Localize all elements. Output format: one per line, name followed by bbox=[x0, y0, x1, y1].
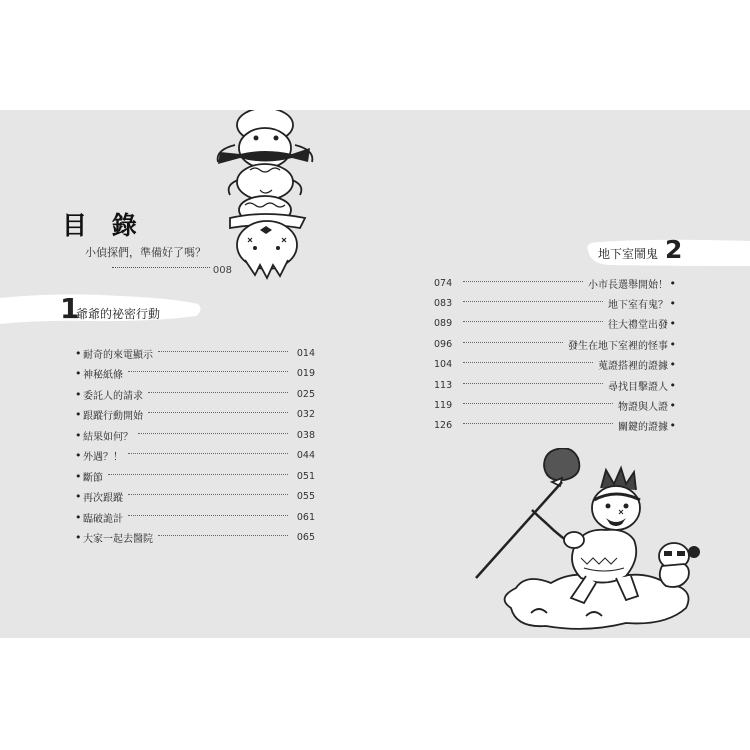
entry-title: 臨破詭計 bbox=[83, 513, 123, 525]
toc-entry[interactable] bbox=[434, 395, 676, 415]
entry-page: 083 bbox=[434, 298, 453, 310]
toc-entry[interactable] bbox=[75, 487, 315, 508]
entry-page: 055 bbox=[296, 491, 315, 503]
bullet: • bbox=[75, 367, 82, 381]
bullet: • bbox=[75, 408, 82, 422]
bullet: • bbox=[669, 378, 676, 392]
dot-leader bbox=[463, 301, 603, 302]
entry-page: 089 bbox=[434, 318, 453, 330]
entry-page: 032 bbox=[296, 409, 315, 421]
entry-page: 038 bbox=[296, 429, 315, 441]
entry-page: 113 bbox=[434, 379, 453, 391]
entry-title: 外遇？！ bbox=[83, 452, 123, 464]
entry-title: 耐奇的來電顯示 bbox=[83, 349, 153, 361]
intro-entry[interactable] bbox=[112, 265, 232, 276]
entry-page: 096 bbox=[434, 338, 453, 350]
dot-leader bbox=[108, 474, 288, 475]
entry-title: 關鍵的證據 bbox=[618, 422, 668, 434]
entry-title: 委託人的請求 bbox=[83, 390, 143, 402]
entry-title: 斷節 bbox=[83, 472, 103, 484]
entry-page: 061 bbox=[296, 511, 315, 523]
toc-entry[interactable] bbox=[75, 364, 315, 385]
dot-leader bbox=[128, 515, 288, 516]
bullet: • bbox=[669, 358, 676, 372]
dot-leader bbox=[112, 267, 210, 268]
toc-entry[interactable] bbox=[75, 384, 315, 405]
dot-leader bbox=[463, 403, 613, 404]
table-of-contents-spread bbox=[0, 110, 750, 638]
cartoon-warrior-illustration bbox=[466, 448, 706, 638]
dot-leader bbox=[148, 412, 288, 413]
dot-leader bbox=[148, 392, 288, 393]
cartoon-kids-illustration bbox=[210, 110, 320, 285]
toc-entry[interactable] bbox=[75, 405, 315, 426]
toc-entry[interactable] bbox=[434, 416, 676, 436]
entry-page: 104 bbox=[434, 359, 453, 371]
section1-list bbox=[75, 343, 315, 548]
entry-title: 往大禮堂出發 bbox=[608, 320, 668, 332]
intro-page-number: 008 bbox=[212, 265, 232, 276]
section2-list bbox=[434, 273, 676, 436]
dot-leader bbox=[463, 321, 603, 322]
entry-page: 065 bbox=[296, 532, 315, 544]
entry-page: 119 bbox=[434, 400, 453, 412]
bullet: • bbox=[669, 276, 676, 290]
dot-leader bbox=[463, 281, 583, 282]
entry-title: 發生在地下室裡的怪事 bbox=[568, 340, 668, 352]
dot-leader bbox=[138, 433, 288, 434]
entry-title: 神秘紙條 bbox=[83, 370, 123, 382]
dot-leader bbox=[158, 351, 288, 352]
bullet: • bbox=[75, 510, 82, 524]
bullet: • bbox=[75, 346, 82, 360]
page-title: 目 錄 bbox=[62, 211, 145, 240]
toc-entry[interactable] bbox=[434, 314, 676, 334]
toc-entry[interactable] bbox=[434, 355, 676, 375]
entry-page: 019 bbox=[296, 368, 315, 380]
entry-title: 大家一起去醫院 bbox=[83, 534, 153, 546]
dot-leader bbox=[128, 494, 288, 495]
bullet: • bbox=[75, 449, 82, 463]
toc-entry[interactable] bbox=[75, 425, 315, 446]
dot-leader bbox=[463, 383, 603, 384]
entry-title: 結果如何？ bbox=[83, 431, 133, 443]
toc-entry[interactable] bbox=[434, 293, 676, 313]
entry-title: 物證與人證 bbox=[618, 402, 668, 414]
bullet: • bbox=[669, 337, 676, 351]
bullet: • bbox=[75, 428, 82, 442]
section1-number: 1 bbox=[60, 292, 80, 325]
entry-page: 074 bbox=[434, 277, 453, 289]
section2-number: 2 bbox=[665, 235, 683, 264]
entry-page: 044 bbox=[296, 450, 315, 462]
bullet: • bbox=[75, 387, 82, 401]
toc-entry[interactable] bbox=[75, 466, 315, 487]
toc-entry[interactable] bbox=[75, 343, 315, 364]
toc-entry[interactable] bbox=[434, 273, 676, 293]
intro-text: 小偵探們，準備好了嗎？ bbox=[85, 246, 206, 259]
dot-leader bbox=[128, 453, 288, 454]
entry-title: 尋找目擊證人 bbox=[608, 381, 668, 393]
dot-leader bbox=[128, 371, 288, 372]
bullet: • bbox=[669, 419, 676, 433]
toc-entry[interactable] bbox=[75, 446, 315, 467]
entry-title: 跟蹤行動開始 bbox=[83, 411, 143, 423]
bullet: • bbox=[75, 531, 82, 545]
entry-title: 再次跟蹤 bbox=[83, 493, 123, 505]
bullet: • bbox=[75, 490, 82, 504]
section1-title: 爺爺的祕密行動 bbox=[76, 307, 161, 321]
toc-entry[interactable] bbox=[75, 528, 315, 549]
bullet: • bbox=[669, 399, 676, 413]
bullet: • bbox=[669, 297, 676, 311]
dot-leader bbox=[463, 362, 593, 363]
bullet: • bbox=[669, 317, 676, 331]
entry-page: 126 bbox=[434, 420, 453, 432]
dot-leader bbox=[463, 423, 613, 424]
section2-title: 地下室鬧鬼 bbox=[598, 247, 659, 261]
toc-entry[interactable] bbox=[434, 375, 676, 395]
entry-page: 025 bbox=[296, 388, 315, 400]
toc-entry[interactable] bbox=[434, 334, 676, 354]
bullet: • bbox=[75, 469, 82, 483]
dot-leader bbox=[158, 535, 288, 536]
entry-page: 014 bbox=[296, 347, 315, 359]
entry-page: 051 bbox=[296, 470, 315, 482]
toc-entry[interactable] bbox=[75, 507, 315, 528]
entry-title: 地下室有鬼？ bbox=[608, 300, 668, 312]
entry-title: 小市長選舉開始！ bbox=[588, 279, 668, 291]
dot-leader bbox=[463, 342, 563, 343]
entry-title: 蒐證搭裡的證據 bbox=[598, 361, 668, 373]
